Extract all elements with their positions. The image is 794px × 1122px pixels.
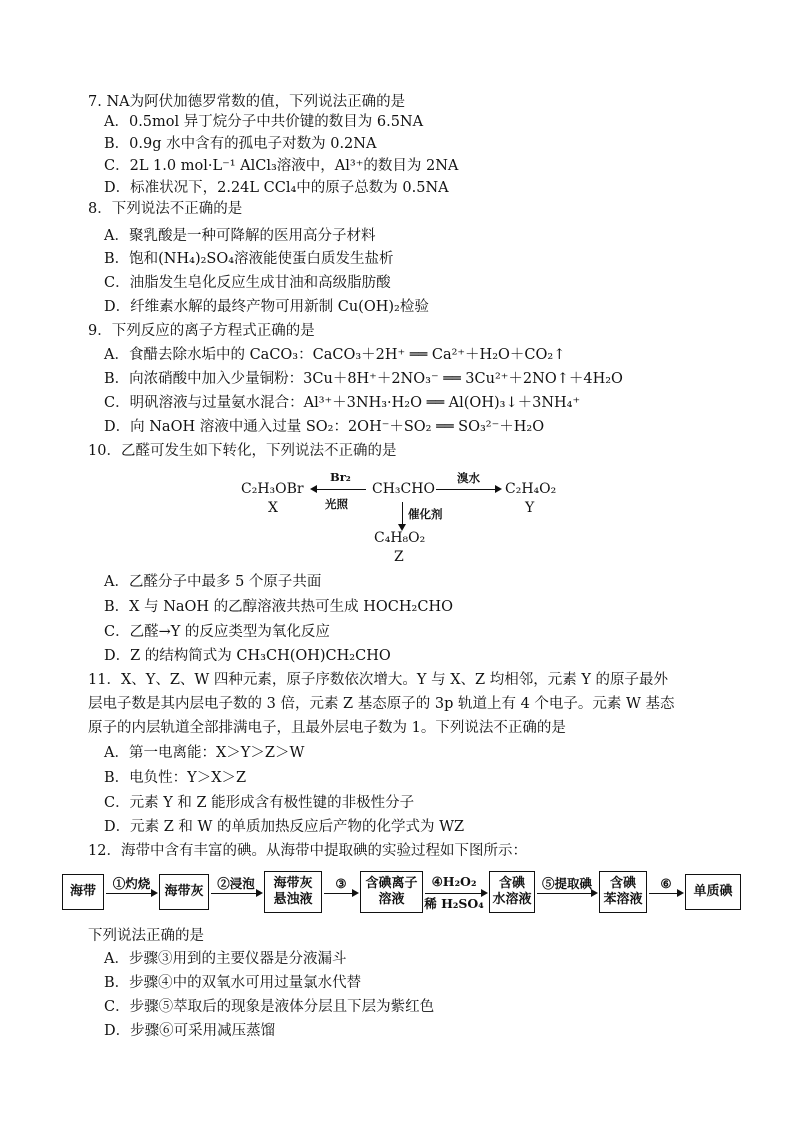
arrowhead-right (495, 485, 502, 493)
compound-z-formula: C₄H₈O₂ (374, 530, 426, 546)
q10-option-a: A．乙醛分子中最多 5 个原子共面 (104, 574, 322, 590)
flow-step-5: ⑤提取碘 (541, 876, 592, 891)
q12-stem: 12．海带中含有丰富的碘。从海带中提取碘的实验过程如下图所示： (88, 843, 527, 859)
q9-stem: 9．下列反应的离子方程式正确的是 (88, 323, 315, 339)
arrow-to-x (314, 489, 366, 490)
flow-arrow-2 (211, 893, 257, 894)
flow-box-aqueous-line2: 水溶液 (492, 892, 532, 907)
q7-option-c: C．2L 1.0 mol·L⁻¹ AlCl₃溶液中，Al³⁺的数目为 2NA (104, 158, 459, 174)
flow-box-iodide-solution (360, 871, 423, 913)
q12-lead: 下列说法正确的是 (88, 928, 204, 944)
flow-arrow-1 (106, 893, 152, 894)
bromine-reagent: Br₂ (330, 470, 351, 484)
flow-step-4-line2: 稀 H₂SO₄ (424, 896, 484, 911)
q9-option-a: A．食醋去除水垢中的 CaCO₃：CaCO₃＋2H⁺ ══ Ca²⁺＋H₂O＋CO₂↑ (104, 347, 566, 363)
q9-option-b: B．向浓硝酸中加入少量铜粉：3Cu＋8H⁺＋2NO₃⁻ ══ 3Cu²⁺＋2NO↑＋4H₂O (104, 371, 623, 387)
flow-box-benzene-line2: 苯溶液 (603, 892, 643, 907)
arrow-to-y (436, 489, 497, 490)
q10-stem: 10．乙醛可发生如下转化，下列说法不正确的是 (88, 443, 397, 459)
q12-option-b: B．步骤④中的双氧水可用过量氯水代替 (104, 975, 362, 991)
compound-z-label: Z (394, 549, 404, 565)
flow-arrow-4 (425, 893, 482, 894)
flow-arrow-5 (537, 893, 592, 894)
compound-y-formula: C₂H₄O₂ (505, 481, 557, 497)
arrowhead-left (310, 485, 317, 493)
q11-option-d: D．元素 Z 和 W 的单质加热反应后产物的化学式为 WZ (104, 819, 465, 835)
q11-option-a: A．第一电离能：X＞Y＞Z＞W (104, 745, 305, 761)
flow-box-elemental-iodine: 单质碘 (685, 874, 741, 910)
flow-arrowhead-1 (151, 889, 158, 897)
flow-box-suspension-line1: 海带灰 (273, 876, 313, 891)
arrow-to-z (402, 502, 403, 526)
flow-step-4-line1: ④H₂O₂ (431, 874, 477, 889)
flow-box-suspension (264, 871, 322, 913)
flow-step-3: ③ (335, 876, 347, 891)
q10-option-c: C．乙醛→Y 的反应类型为氧化反应 (104, 624, 330, 640)
light-condition: 光照 (325, 497, 348, 511)
q12-option-a: A．步骤③用到的主要仪器是分液漏斗 (104, 951, 347, 967)
q11-stem-line1: 11．X、Y、Z、W 四种元素，原子序数依次增大。Y 与 X、Z 均相邻，元素 Y 的原子最外 (88, 672, 669, 688)
flow-box-kelp-ash: 海带灰 (159, 874, 209, 910)
compound-x-formula: C₂H₃OBr (241, 481, 304, 497)
flow-arrowhead-3 (352, 889, 359, 897)
flow-box-aqueous-iodine (489, 871, 535, 913)
q7-stem: 7. NA为阿伏加德罗常数的值，下列说法正确的是 (88, 94, 406, 110)
flow-box-suspension-line2: 悬浊液 (273, 892, 313, 907)
flow-step-2: ②浸泡 (217, 876, 255, 891)
flow-arrow-6 (649, 893, 678, 894)
q11-option-c: C．元素 Y 和 Z 能形成含有极性键的非极性分子 (104, 795, 415, 811)
q11-stem-line2: 层电子数是其内层电子数的 3 倍，元素 Z 基态原子的 3p 轨道上有 4 个电子。元素 W 基态 (88, 696, 675, 712)
q8-option-a: A．聚乳酸是一种可降解的医用高分子材料 (104, 228, 376, 244)
acetaldehyde-formula: CH₃CHO (372, 481, 435, 497)
q8-stem: 8．下列说法不正确的是 (88, 201, 243, 217)
q11-stem-line3: 原子的内层轨道全部排满电子，且最外层电子数为 1。下列说法不正确的是 (88, 720, 566, 736)
q9-option-d: D．向 NaOH 溶液中通入过量 SO₂：2OH⁻＋SO₂ ══ SO₃²⁻＋H₂O (104, 419, 545, 435)
flow-arrowhead-2 (256, 889, 263, 897)
q12-option-d: D．步骤⑥可采用减压蒸馏 (104, 1023, 276, 1039)
flow-step-1: ①灼烧 (112, 876, 151, 891)
q8-option-b: B．饱和(NH₄)₂SO₄溶液能使蛋白质发生盐析 (104, 251, 394, 267)
flow-box-kelp: 海带 (62, 874, 104, 910)
q8-option-c: C．油脂发生皂化反应生成甘油和高级脂肪酸 (104, 275, 391, 291)
flow-box-benzene-iodine (599, 871, 647, 913)
flow-arrowhead-6 (677, 889, 684, 897)
catalyst-reagent: 催化剂 (408, 507, 443, 521)
flow-box-aqueous-line1: 含碘 (498, 876, 525, 891)
q10-option-d: D．Z 的结构简式为 CH₃CH(OH)CH₂CHO (104, 648, 391, 664)
q7-option-a: A．0.5mol 异丁烷分子中共价键的数目为 6.5NA (104, 114, 424, 130)
q7-option-d: D．标准状况下，2.24L CCl₄中的原子总数为 0.5NA (104, 180, 449, 196)
flow-box-benzene-line1: 含碘 (609, 876, 636, 891)
compound-y-label: Y (525, 500, 535, 516)
q9-option-c: C．明矾溶液与过量氨水混合：Al³⁺＋3NH₃·H₂O ══ Al(OH)₃↓＋3NH₄⁺ (104, 395, 581, 411)
flow-arrow-3 (324, 893, 353, 894)
q10-option-b: B．X 与 NaOH 的乙醇溶液共热可生成 HOCH₂CHO (104, 599, 453, 615)
q7-option-b: B．0.9g 水中含有的孤电子对数为 0.2NA (104, 136, 377, 152)
compound-x-label: X (268, 500, 278, 516)
flow-step-6: ⑥ (660, 876, 672, 891)
q12-option-c: C．步骤⑤萃取后的现象是液体分层且下层为紫红色 (104, 999, 435, 1015)
q8-option-d: D．纤维素水解的最终产物可用新制 Cu(OH)₂检验 (104, 299, 429, 315)
flow-box-iodide-line2: 溶液 (378, 892, 405, 907)
flow-arrowhead-5 (591, 889, 598, 897)
q11-option-b: B．电负性：Y＞X＞Z (104, 770, 247, 786)
bromine-water-reagent: 溴水 (457, 471, 480, 485)
flow-box-iodide-line1: 含碘离子 (365, 876, 418, 891)
